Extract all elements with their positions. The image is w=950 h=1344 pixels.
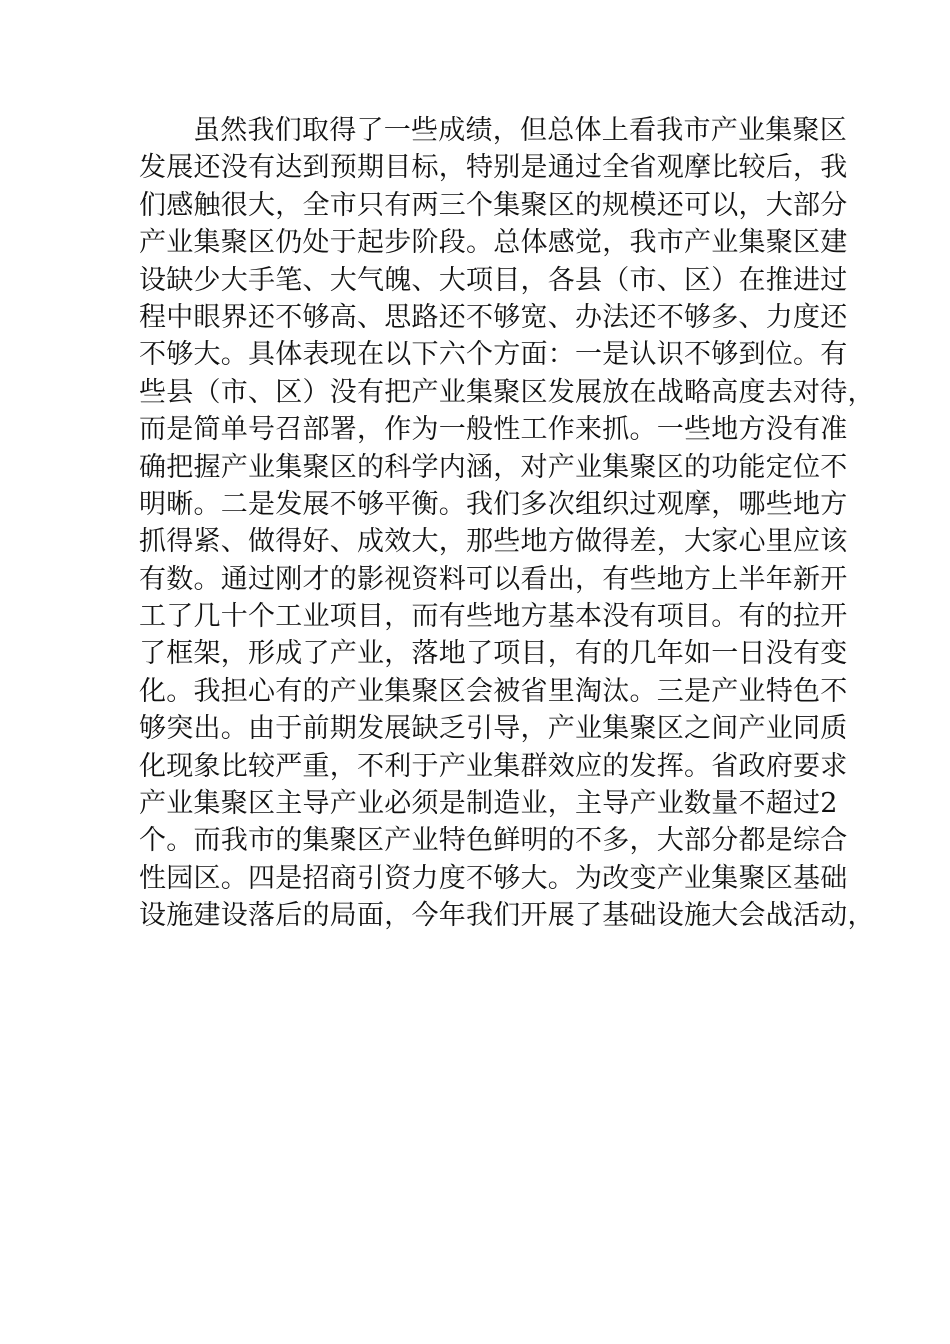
- paragraph-line: 而是简单号召部署，作为一般性工作来抓。一些地方没有准: [139, 414, 848, 446]
- paragraph-line: 明晰。二是发展不够平衡。我们多次组织过观摩，哪些地方: [139, 488, 848, 520]
- paragraph-line: 些县（市、区）没有把产业集聚区发展放在战略高度去对待，: [139, 376, 875, 408]
- paragraph-line: 够突出。由于前期发展缺乏引导，产业集聚区之间产业同质: [139, 713, 848, 745]
- paragraph-line: 设施建设落后的局面，今年我们开展了基础设施大会战活动，: [139, 900, 875, 932]
- paragraph-line: 程中眼界还不够高、思路还不够宽、办法还不够多、力度还: [139, 301, 848, 333]
- paragraph-line: 工了几十个工业项目，而有些地方基本没有项目。有的拉开: [139, 601, 848, 633]
- paragraph-line: 设缺少大手笔、大气魄、大项目，各县（市、区）在推进过: [139, 264, 848, 296]
- paragraph-line: 化。我担心有的产业集聚区会被省里淘汰。三是产业特色不: [139, 675, 848, 707]
- paragraph-line: 有数。通过刚才的影视资料可以看出，有些地方上半年新开: [139, 563, 848, 595]
- paragraph-line: 们感触很大，全市只有两三个集聚区的规模还可以，大部分: [139, 189, 848, 221]
- body-paragraph: [139, 112, 875, 935]
- paragraph-line: 性园区。四是招商引资力度不够大。为改变产业集聚区基础: [139, 862, 848, 894]
- paragraph-line: 产业集聚区仍处于起步阶段。总体感觉，我市产业集聚区建: [139, 227, 848, 259]
- paragraph-line: 确把握产业集聚区的科学内涵，对产业集聚区的功能定位不: [139, 451, 848, 483]
- paragraph-line: 发展还没有达到预期目标，特别是通过全省观摩比较后，我: [139, 152, 848, 184]
- paragraph-line: 虽然我们取得了一些成绩，但总体上看我市产业集聚区: [193, 115, 847, 146]
- paragraph-line: 个。而我市的集聚区产业特色鲜明的不多，大部分都是综合: [139, 825, 848, 857]
- paragraph-line: 了框架，形成了产业，落地了项目，有的几年如一日没有变: [139, 638, 848, 670]
- paragraph-line: 化现象比较严重，不利于产业集群效应的发挥。省政府要求: [139, 750, 848, 782]
- paragraph-line: 不够大。具体表现在以下六个方面：一是认识不够到位。有: [139, 339, 848, 371]
- paragraph-line: 抓得紧、做得好、成效大，那些地方做得差，大家心里应该: [139, 526, 848, 558]
- paragraph-line: 产业集聚区主导产业必须是制造业，主导产业数量不超过2: [139, 788, 838, 820]
